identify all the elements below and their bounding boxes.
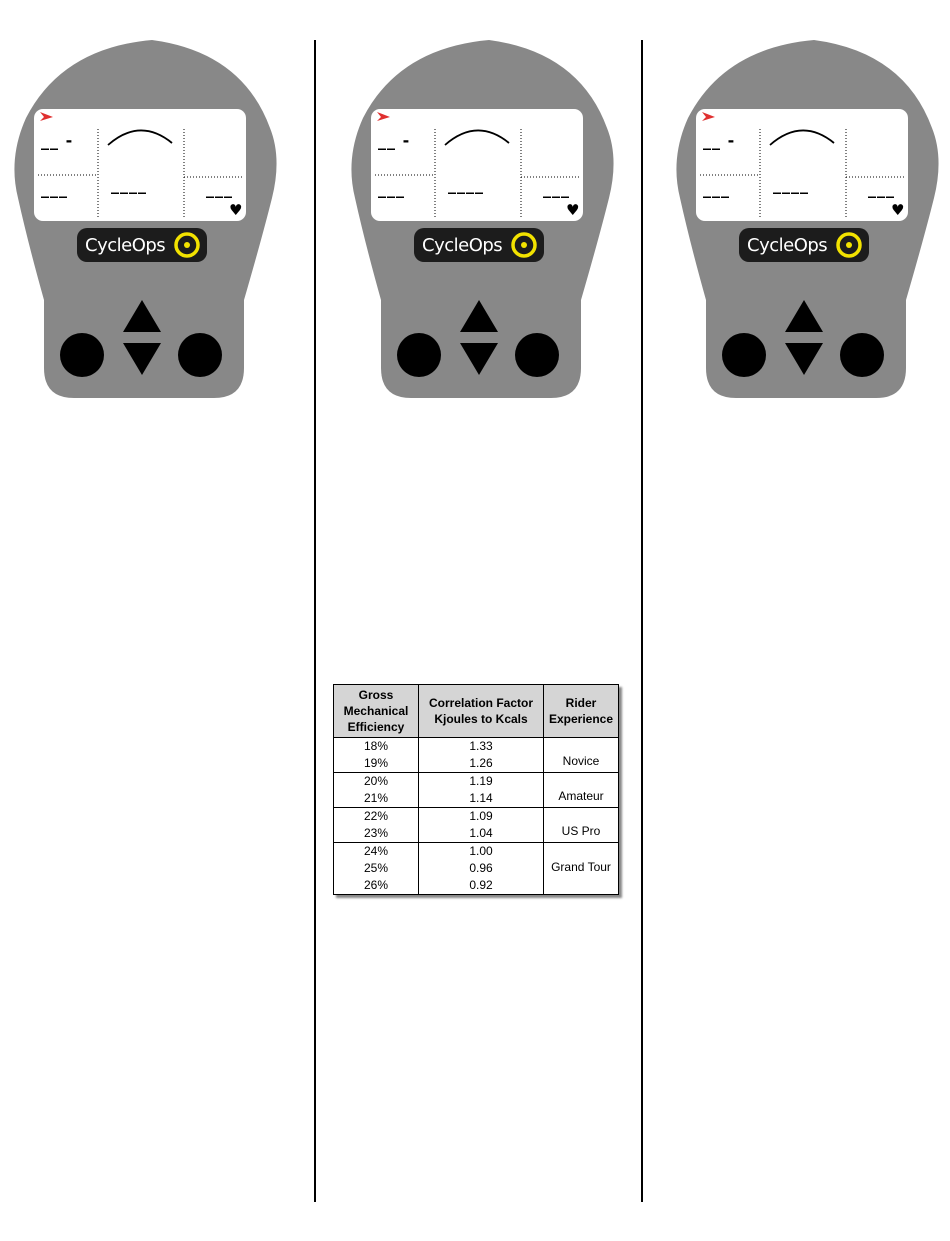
cell-factor: 1.19 xyxy=(419,773,544,791)
column-divider-left xyxy=(314,40,316,1202)
header-factor: Correlation Factor Kjoules to Kcals xyxy=(419,685,544,738)
lcd-top-left: __ - xyxy=(41,131,74,150)
cell-factor: 1.26 xyxy=(419,755,544,773)
brand-name: CycleOps xyxy=(747,234,828,256)
speed-arc-icon xyxy=(445,130,509,145)
cell-efficiency: 20% xyxy=(334,773,419,791)
lcd-grid xyxy=(371,109,583,221)
cell-factor: 1.33 xyxy=(419,738,544,756)
cell-efficiency: 26% xyxy=(334,877,419,895)
table-row xyxy=(334,843,619,861)
left-button[interactable] xyxy=(722,333,766,377)
lcd-mid-left: ___ xyxy=(41,179,68,198)
cell-efficiency: 18% xyxy=(334,738,419,756)
logo-ring-icon xyxy=(510,231,538,259)
lcd-top-left: __ - xyxy=(703,131,736,150)
up-arrow-button[interactable] xyxy=(785,300,823,332)
lcd-mid-center: ____ xyxy=(448,175,484,194)
lcd-mid-right: ___ xyxy=(868,179,895,198)
table-row xyxy=(334,773,619,791)
cell-factor: 0.96 xyxy=(419,860,544,877)
cell-factor: 0.92 xyxy=(419,877,544,895)
header-experience: Rider Experience xyxy=(544,685,619,738)
lcd-top-left: __ - xyxy=(378,131,411,150)
lcd-mid-left: ___ xyxy=(378,179,405,198)
lcd-mid-right: ___ xyxy=(543,179,570,198)
lcd-grid xyxy=(696,109,908,221)
down-arrow-button[interactable] xyxy=(460,343,498,375)
up-arrow-button[interactable] xyxy=(460,300,498,332)
cycleops-logo xyxy=(77,228,207,262)
down-arrow-button[interactable] xyxy=(123,343,161,375)
speed-arc-icon xyxy=(770,130,834,145)
cell-efficiency: 19% xyxy=(334,755,419,773)
cell-factor: 1.04 xyxy=(419,825,544,843)
up-arrow-button[interactable] xyxy=(123,300,161,332)
cell-efficiency: 23% xyxy=(334,825,419,843)
cycle-computer-2 xyxy=(347,38,631,398)
lcd-screen xyxy=(696,109,908,221)
lcd-screen xyxy=(34,109,246,221)
right-button[interactable] xyxy=(178,333,222,377)
mode-arrow-icon xyxy=(377,112,390,121)
efficiency-table xyxy=(333,684,619,895)
lcd-mid-center: ____ xyxy=(111,175,147,194)
heart-icon: ♥ xyxy=(891,201,906,219)
lcd-mid-right: ___ xyxy=(206,179,233,198)
heart-icon: ♥ xyxy=(229,201,244,219)
cycleops-logo xyxy=(414,228,544,262)
cycle-computer-1 xyxy=(10,38,294,398)
logo-ring-icon xyxy=(173,231,201,259)
right-button[interactable] xyxy=(840,333,884,377)
cell-efficiency: 21% xyxy=(334,790,419,808)
cell-factor: 1.09 xyxy=(419,808,544,826)
cell-factor: 1.00 xyxy=(419,843,544,861)
logo-ring-icon xyxy=(835,231,863,259)
brand-name: CycleOps xyxy=(422,234,503,256)
cell-experience: Amateur xyxy=(544,773,619,808)
right-button[interactable] xyxy=(515,333,559,377)
heart-icon: ♥ xyxy=(566,201,581,219)
cell-experience: Grand Tour xyxy=(544,843,619,895)
header-efficiency: Gross Mechanical Efficiency xyxy=(334,685,419,738)
left-button[interactable] xyxy=(397,333,441,377)
lcd-mid-center: ____ xyxy=(773,175,809,194)
column-divider-right xyxy=(641,40,643,1202)
lcd-grid xyxy=(34,109,246,221)
down-arrow-button[interactable] xyxy=(785,343,823,375)
cell-efficiency: 25% xyxy=(334,860,419,877)
cell-efficiency: 22% xyxy=(334,808,419,826)
mode-arrow-icon xyxy=(40,112,53,121)
cycleops-logo xyxy=(739,228,869,262)
lcd-screen xyxy=(371,109,583,221)
cell-factor: 1.14 xyxy=(419,790,544,808)
mode-arrow-icon xyxy=(702,112,715,121)
cycle-computer-3 xyxy=(672,38,950,398)
cell-experience: US Pro xyxy=(544,808,619,843)
speed-arc-icon xyxy=(108,130,172,145)
cell-experience: Novice xyxy=(544,738,619,773)
cell-efficiency: 24% xyxy=(334,843,419,861)
lcd-mid-left: ___ xyxy=(703,179,730,198)
table-row xyxy=(334,738,619,756)
brand-name: CycleOps xyxy=(85,234,166,256)
left-button[interactable] xyxy=(60,333,104,377)
table-row xyxy=(334,808,619,826)
